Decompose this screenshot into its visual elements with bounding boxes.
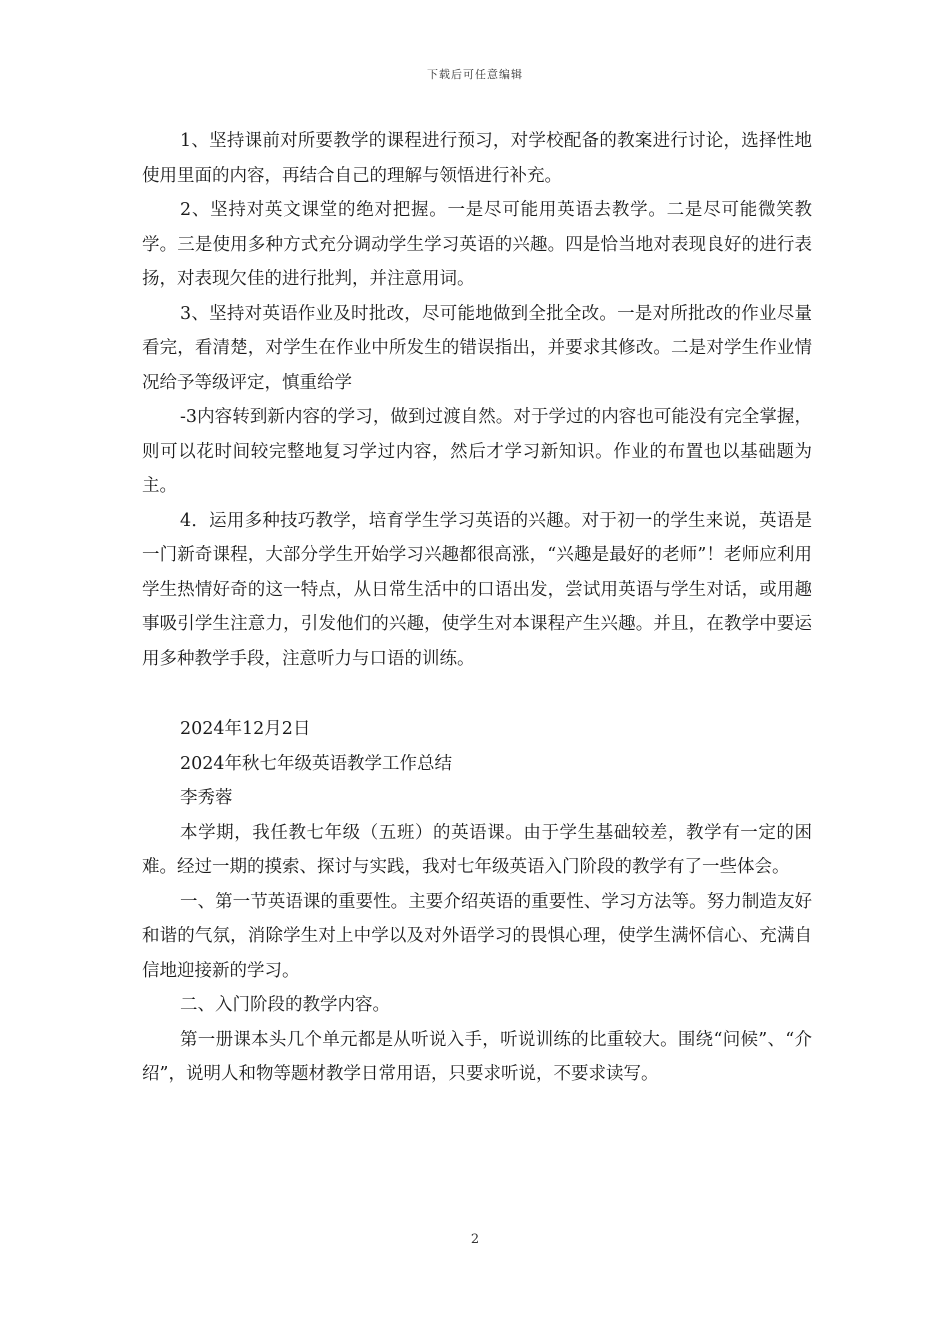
page-header: 下载后可任意编辑 bbox=[427, 68, 523, 81]
document-title: 2024年秋七年级英语教学工作总结 bbox=[180, 753, 453, 774]
paragraph-9: 第一册课本头几个单元都是从听说入手，听说训练的比重较大。围绕“问候”、“介绍”，说明人和物等题材教学日常用语，只要求听说，不要求读写。 bbox=[142, 1029, 812, 1084]
paragraph-4: -3内容转到新内容的学习，做到过渡自然。对于学过的内容也可能没有完全掌握，则可以花时间较完整地复习学过内容，然后才学习新知识。作业的布置也以基础题为主。 bbox=[142, 407, 812, 496]
document-author: 李秀蓉 bbox=[180, 788, 233, 808]
paragraph-2: 2、坚持对英文课堂的绝对把握。一是尽可能用英语去教学。二是尽可能微笑教学。三是使用多种方式充分调动学生学习英语的兴趣。四是恰当地对表现良好的进行表扬，对表现欠佳的进行批判，并注意用词。 bbox=[142, 200, 812, 289]
paragraph-5: 4．运用多种技巧教学，培育学生学习英语的兴趣。对于初一的学生来说，英语是一门新奇课程，大部分学生开始学习兴趣都很高涨，“兴趣是最好的老师”！老师应利用学生热情好奇的这一特点，从日常生活中的口语出发，尝试用英语与学生对话，或用趣事吸引学生注意力，引发他们的兴趣，使学生对本课程产生兴趣。并且，在教学中要运用多种教学手段，注意听力与口语的训练。 bbox=[142, 510, 812, 669]
paragraph-8: 二、入门阶段的教学内容。 bbox=[180, 995, 390, 1015]
paragraph-3: 3、坚持对英语作业及时批改，尽可能地做到全批全改。一是对所批改的作业尽量看完，看清楚，对学生在作业中所发生的错误指出，并要求其修改。二是对学生作业情况给予等级评定，慎重给学 bbox=[142, 303, 812, 393]
document-body bbox=[142, 124, 812, 1092]
paragraph-7: 一、第一节英语课的重要性。主要介绍英语的重要性、学习方法等。努力制造友好和谐的气氛，消除学生对上中学以及对外语学习的畏惧心理，使学生满怀信心、充满自信地迎接新的学习。 bbox=[142, 891, 812, 981]
paragraph-1: 1、坚持课前对所要教学的课程进行预习，对学校配备的教案进行讨论，选择性地使用里面的内容，再结合自己的理解与领悟进行补充。 bbox=[142, 131, 812, 186]
section-gap bbox=[142, 676, 812, 712]
paragraph-6: 本学期，我任教七年级（五班）的英语课。由于学生基础较差，教学有一定的困难。经过一期的摸索、探讨与实践，我对七年级英语入门阶段的教学有了一些体会。 bbox=[142, 822, 812, 877]
page-number: 2 bbox=[470, 1232, 480, 1247]
document-date: 2024年12月2日 bbox=[180, 719, 311, 739]
